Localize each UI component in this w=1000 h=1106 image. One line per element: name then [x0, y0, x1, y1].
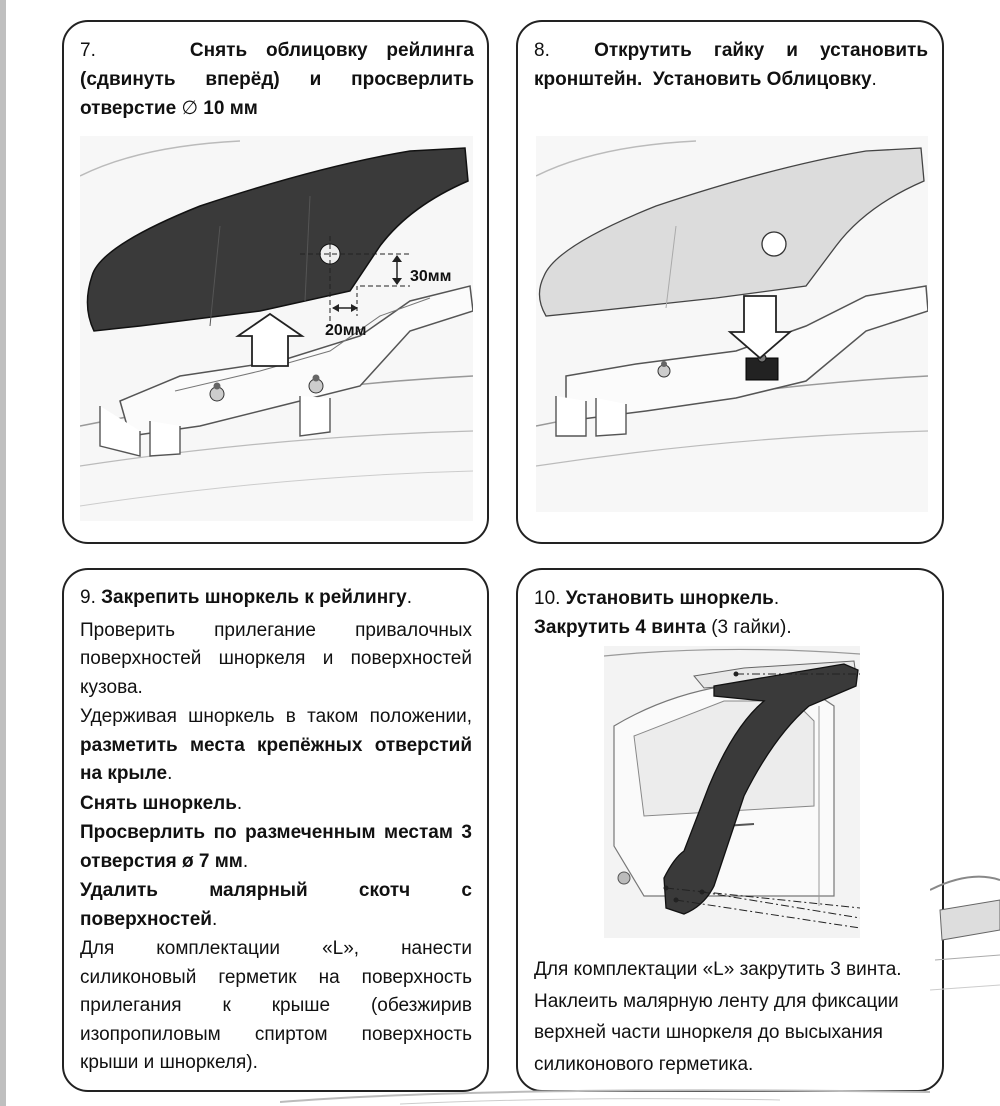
step-9-text: [80, 584, 472, 1078]
step-9-title-end: .: [406, 587, 412, 608]
step-9-p4-bold: Просверлить по размеченным местам 3 отверстия ø 7 мм: [80, 822, 472, 872]
step-9-p3-bold: Снять шноркель: [80, 792, 237, 814]
diameter-symbol: ∅: [181, 98, 199, 119]
step-10-illustration: [604, 646, 860, 938]
step-10-subtitle-bold: Закрутить 4 винта: [534, 617, 706, 638]
step-8-title-part2: Установить Облицовку: [652, 69, 872, 90]
snorkel-install-drawing: [604, 646, 860, 938]
step-9-paragraph-1: Проверить прилегание привалочных поверхностей шноркеля и поверхностей кузова.: [80, 619, 472, 698]
step-9-card: [62, 568, 489, 1092]
step-9-title: Закрепить шноркель к рейлингу: [101, 587, 407, 608]
step-8-number: 8.: [534, 40, 550, 61]
step-9-paragraph-4: [80, 819, 472, 876]
diameter-value: 10 мм: [203, 98, 258, 119]
step-10-number: 10.: [534, 588, 561, 609]
step-9-paragraph-3: [80, 790, 472, 819]
step-9-number: 9.: [80, 587, 96, 608]
step-10-card: [516, 568, 944, 1092]
background-car-sketch: [930, 870, 1000, 1106]
step-8-card: [516, 20, 944, 544]
step-7-heading: [80, 36, 474, 123]
step-9-p5-bold: Удалить малярный скотч с поверхностей: [80, 880, 472, 930]
step-9-paragraph-6: Для комплектации «L», нанести силиконовый герметик на поверхность прилегания к крыше (обезжирив изопропиловым спиртом поверхность крыши и шноркеля).: [80, 938, 472, 1073]
bracket-install-drawing: [536, 136, 928, 512]
rail-drilling-drawing: [80, 136, 473, 521]
dimension-20mm-label: 20мм: [325, 322, 367, 339]
step-9-p2-bold: разметить места крепёжных отверстий на крыле: [80, 734, 472, 784]
step-7-title: Снять облицовку рейлинга (сдвинуть вперёд) и просверлить отверстие: [80, 40, 474, 119]
step-8-heading: [534, 36, 928, 94]
step-9-p4-end: .: [242, 850, 249, 872]
page-edge-strip: [0, 0, 6, 1106]
step-7-illustration: [80, 136, 473, 521]
step-8-illustration: [536, 136, 928, 512]
step-8-title-end: .: [871, 69, 877, 90]
step-9-p5-end: .: [211, 908, 218, 930]
step-10-title: Установить шноркель: [565, 588, 774, 609]
step-7-number: 7.: [80, 40, 96, 61]
step-9-p2-plain: Удерживая шноркель в таком положении,: [80, 706, 472, 727]
step-10-subtitle-plain: (3 гайки).: [711, 617, 792, 638]
step-9-paragraph-2: [80, 703, 472, 789]
background-vehicle-outline: [280, 1082, 930, 1106]
dimension-30mm-label: 30мм: [410, 268, 452, 285]
step-9-p3-end: .: [236, 792, 243, 814]
step-10-title-end: .: [773, 588, 780, 609]
step-10-note: Для комплектации «L» закрутить 3 винта. Наклеить малярную ленту для фиксации верхней части шноркеля до высыхания силиконового герметика.: [534, 959, 902, 1075]
step-8-title-part1: Открутить гайку и установить кронштейн.: [534, 40, 928, 90]
step-9-p2-end: .: [167, 763, 173, 784]
step-10-heading: [534, 584, 928, 642]
step-9-paragraph-5: [80, 877, 472, 934]
step-7-card: [62, 20, 489, 544]
